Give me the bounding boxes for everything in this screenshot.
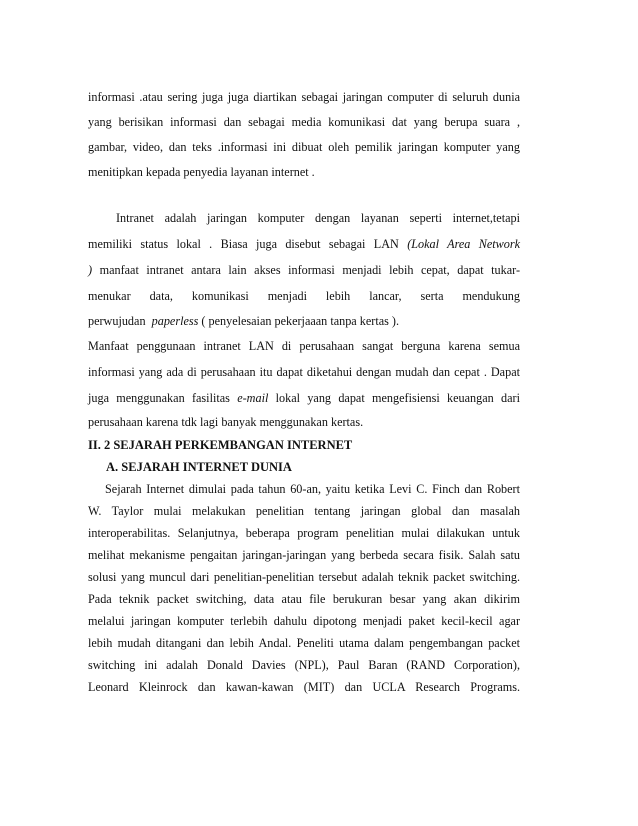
section-heading: II. 2 SEJARAH PERKEMBANGAN INTERNET — [88, 438, 353, 452]
paragraph-4-line-4: melihat mekanisme pengaitan jaringan-jaringan yang berbeda secara fisik. Salah satu — [88, 548, 520, 562]
paragraph-1-line-4: menitipkan kepada penyedia layanan internet . — [88, 165, 315, 179]
paragraph-4-line-6: Pada teknik packet switching, data atau file berukuran besar yang akan dikirim — [88, 592, 520, 606]
paragraph-2-lan-term: (Lokal Area Network — [407, 237, 521, 251]
paragraph-2-line-4: menukar data, komunikasi menjadi lebih lancar, serta mendukung — [88, 289, 520, 303]
paragraph-4-line-5: solusi yang muncul dari penelitian-penelitian tersebut adalah teknik packet switching. — [88, 570, 520, 584]
paragraph-3-line-4: perusahaan karena tdk lagi banyak menggunakan kertas. — [88, 415, 364, 429]
paragraph-3-line-3 — [88, 390, 520, 406]
paragraph-2-line-5-start: perwujudan — [88, 314, 146, 328]
paragraph-2-paren-close: ) — [88, 263, 93, 277]
paragraph-3-line-3-start: juga menggunakan fasilitas — [88, 391, 230, 405]
paragraph-4-line-10: Leonard Kleinrock dan kawan-kawan (MIT) dan UCLA Research Programs. — [88, 680, 520, 694]
paragraph-4-line-9: switching ini adalah Donald Davies (NPL), Paul Baran (RAND Corporation), — [88, 658, 520, 672]
paperless-term: paperless — [151, 314, 199, 328]
paragraph-2-line-1: Intranet adalah jaringan komputer dengan layanan seperti internet,tetapi — [116, 211, 520, 225]
paragraph-2-line-5 — [88, 313, 520, 329]
email-term: e-mail — [237, 391, 269, 405]
paragraph-2-line-5-end: ( penyelesaian pekerjaaan tanpa kertas ). — [201, 314, 400, 328]
paragraph-4-line-7: melalui jaringan komputer terlebih dahulu dipotong menjadi paket kecil-kecil agar — [88, 614, 520, 628]
paragraph-2-line-2 — [88, 236, 520, 252]
paragraph-2-line-2-text: memiliki status lokal . Biasa juga disebut sebagai LAN — [88, 237, 399, 251]
paragraph-3-line-1: Manfaat penggunaan intranet LAN di perusahaan sangat berguna karena semua — [88, 339, 520, 353]
paragraph-4-line-8: lebih mudah ditangani dan lebih Andal. Peneliti utama dalam pengembangan packet — [88, 636, 520, 650]
paragraph-1-line-3: gambar, video, dan teks .informasi ini dibuat oleh pemilik jaringan komputer yang — [88, 140, 520, 154]
paragraph-4-line-1: Sejarah Internet dimulai pada tahun 60-an, yaitu ketika Levi C. Finch dan Robert — [105, 482, 520, 496]
paragraph-1-line-1: informasi .atau sering juga juga diartikan sebagai jaringan computer di seluruh dunia — [88, 90, 520, 104]
subsection-heading: A. SEJARAH INTERNET DUNIA — [106, 460, 292, 474]
paragraph-2-line-3-text: manfaat intranet antara lain akses informasi menjadi lebih cepat, dapat tukar- — [99, 263, 521, 277]
paragraph-4-line-2: W. Taylor mulai melakukan penelitian tentang jaringan global dan masalah — [88, 504, 520, 518]
paragraph-3-line-3-end: lokal yang dapat mengefisiensi keuangan dari — [275, 391, 520, 405]
paragraph-4-line-3: interoperabilitas. Selanjutnya, beberapa program penelitian mulai dilakukan untuk — [88, 526, 520, 540]
paragraph-2-line-3 — [88, 262, 520, 278]
paragraph-1-line-2: yang berisikan informasi dan sebagai media komunikasi dat yang berupa suara , — [88, 115, 520, 129]
paragraph-3-line-2: informasi yang ada di perusahaan itu dapat diketahui dengan mudah dan cepat . Dapat — [88, 365, 520, 379]
